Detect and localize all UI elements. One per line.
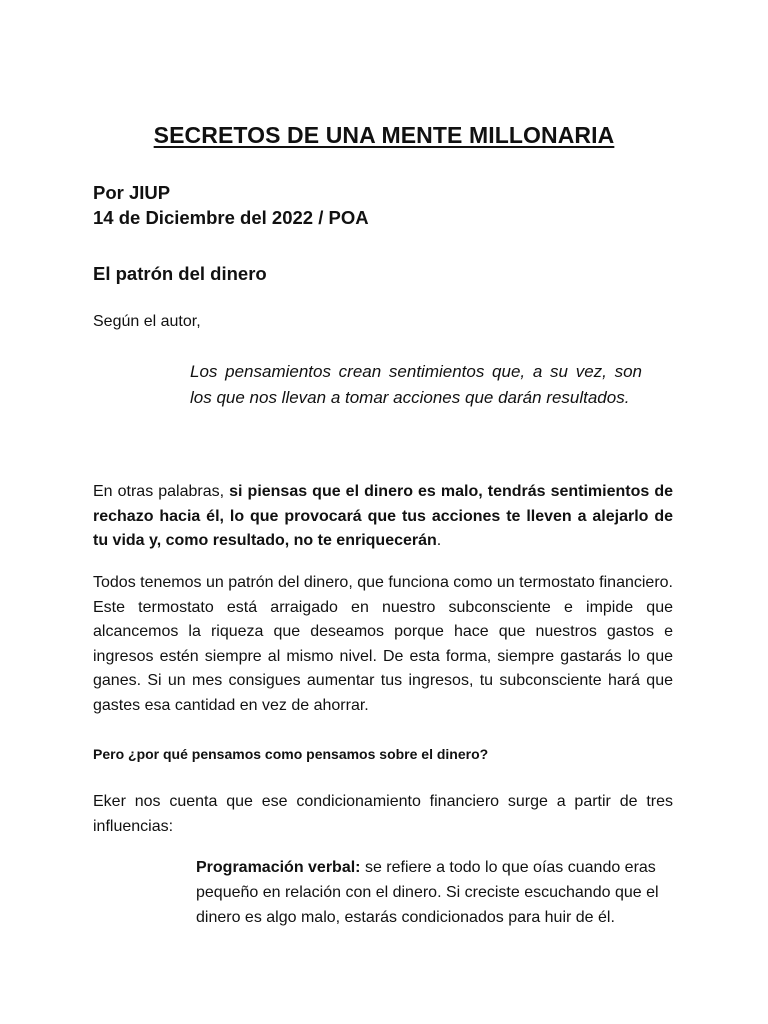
paragraph-emphasis: si piensas que el dinero es malo, tendrás sentimientos de rechazo hacia él, lo que provocará que tus acciones te lleven a alejarlo de tu vida y, como resultado, no te enriquecerán	[93, 483, 674, 549]
paragraph-influences: Eker nos cuenta que ese condicionamiento financiero surge a partir de tres influencias:	[93, 793, 673, 835]
paragraph-lead: En otras palabras,	[93, 483, 230, 500]
influence-text: se refiere a todo lo que oías cuando eras pequeño en relación con el dinero. Si creciste escuchando que el dinero es algo malo, estarás condicionados para huir de él.	[196, 859, 659, 926]
paragraph-tail: .	[436, 532, 442, 549]
author-quote: Los pensamientos crean sentimientos que, a su vez, son los que nos llevan a tomar acciones que darán resultados.	[190, 362, 642, 407]
author-line: Por JIUP	[93, 182, 171, 203]
document-title: SECRETOS DE UNA MENTE MILLONARIA	[153, 122, 615, 148]
section-heading: El patrón del dinero	[93, 263, 267, 284]
influence-verbal-programming	[196, 855, 674, 930]
question-subheading: Pero ¿por qué pensamos como pensamos sobre el dinero?	[93, 746, 489, 762]
date-line: 14 de Diciembre del 2022 / POA	[93, 207, 369, 228]
paragraph-money-pattern: Todos tenemos un patrón del dinero, que funciona como un termostato financiero. Este termostato está arraigado en nuestro subconsciente e impide que alcancemos la riqueza que deseamos porque hace que nuestros gastos e ingresos estén siempre al mismo nivel. De esta forma, siempre gastarás lo que ganes. Si un mes consigues aumentar tus ingresos, tu subconsciente hará que gastes esa cantidad en vez de ahorrar.	[93, 574, 673, 714]
intro-text: Según el autor,	[93, 313, 201, 330]
paragraph-in-other-words	[93, 480, 673, 554]
influence-label: Programación verbal:	[196, 859, 361, 876]
